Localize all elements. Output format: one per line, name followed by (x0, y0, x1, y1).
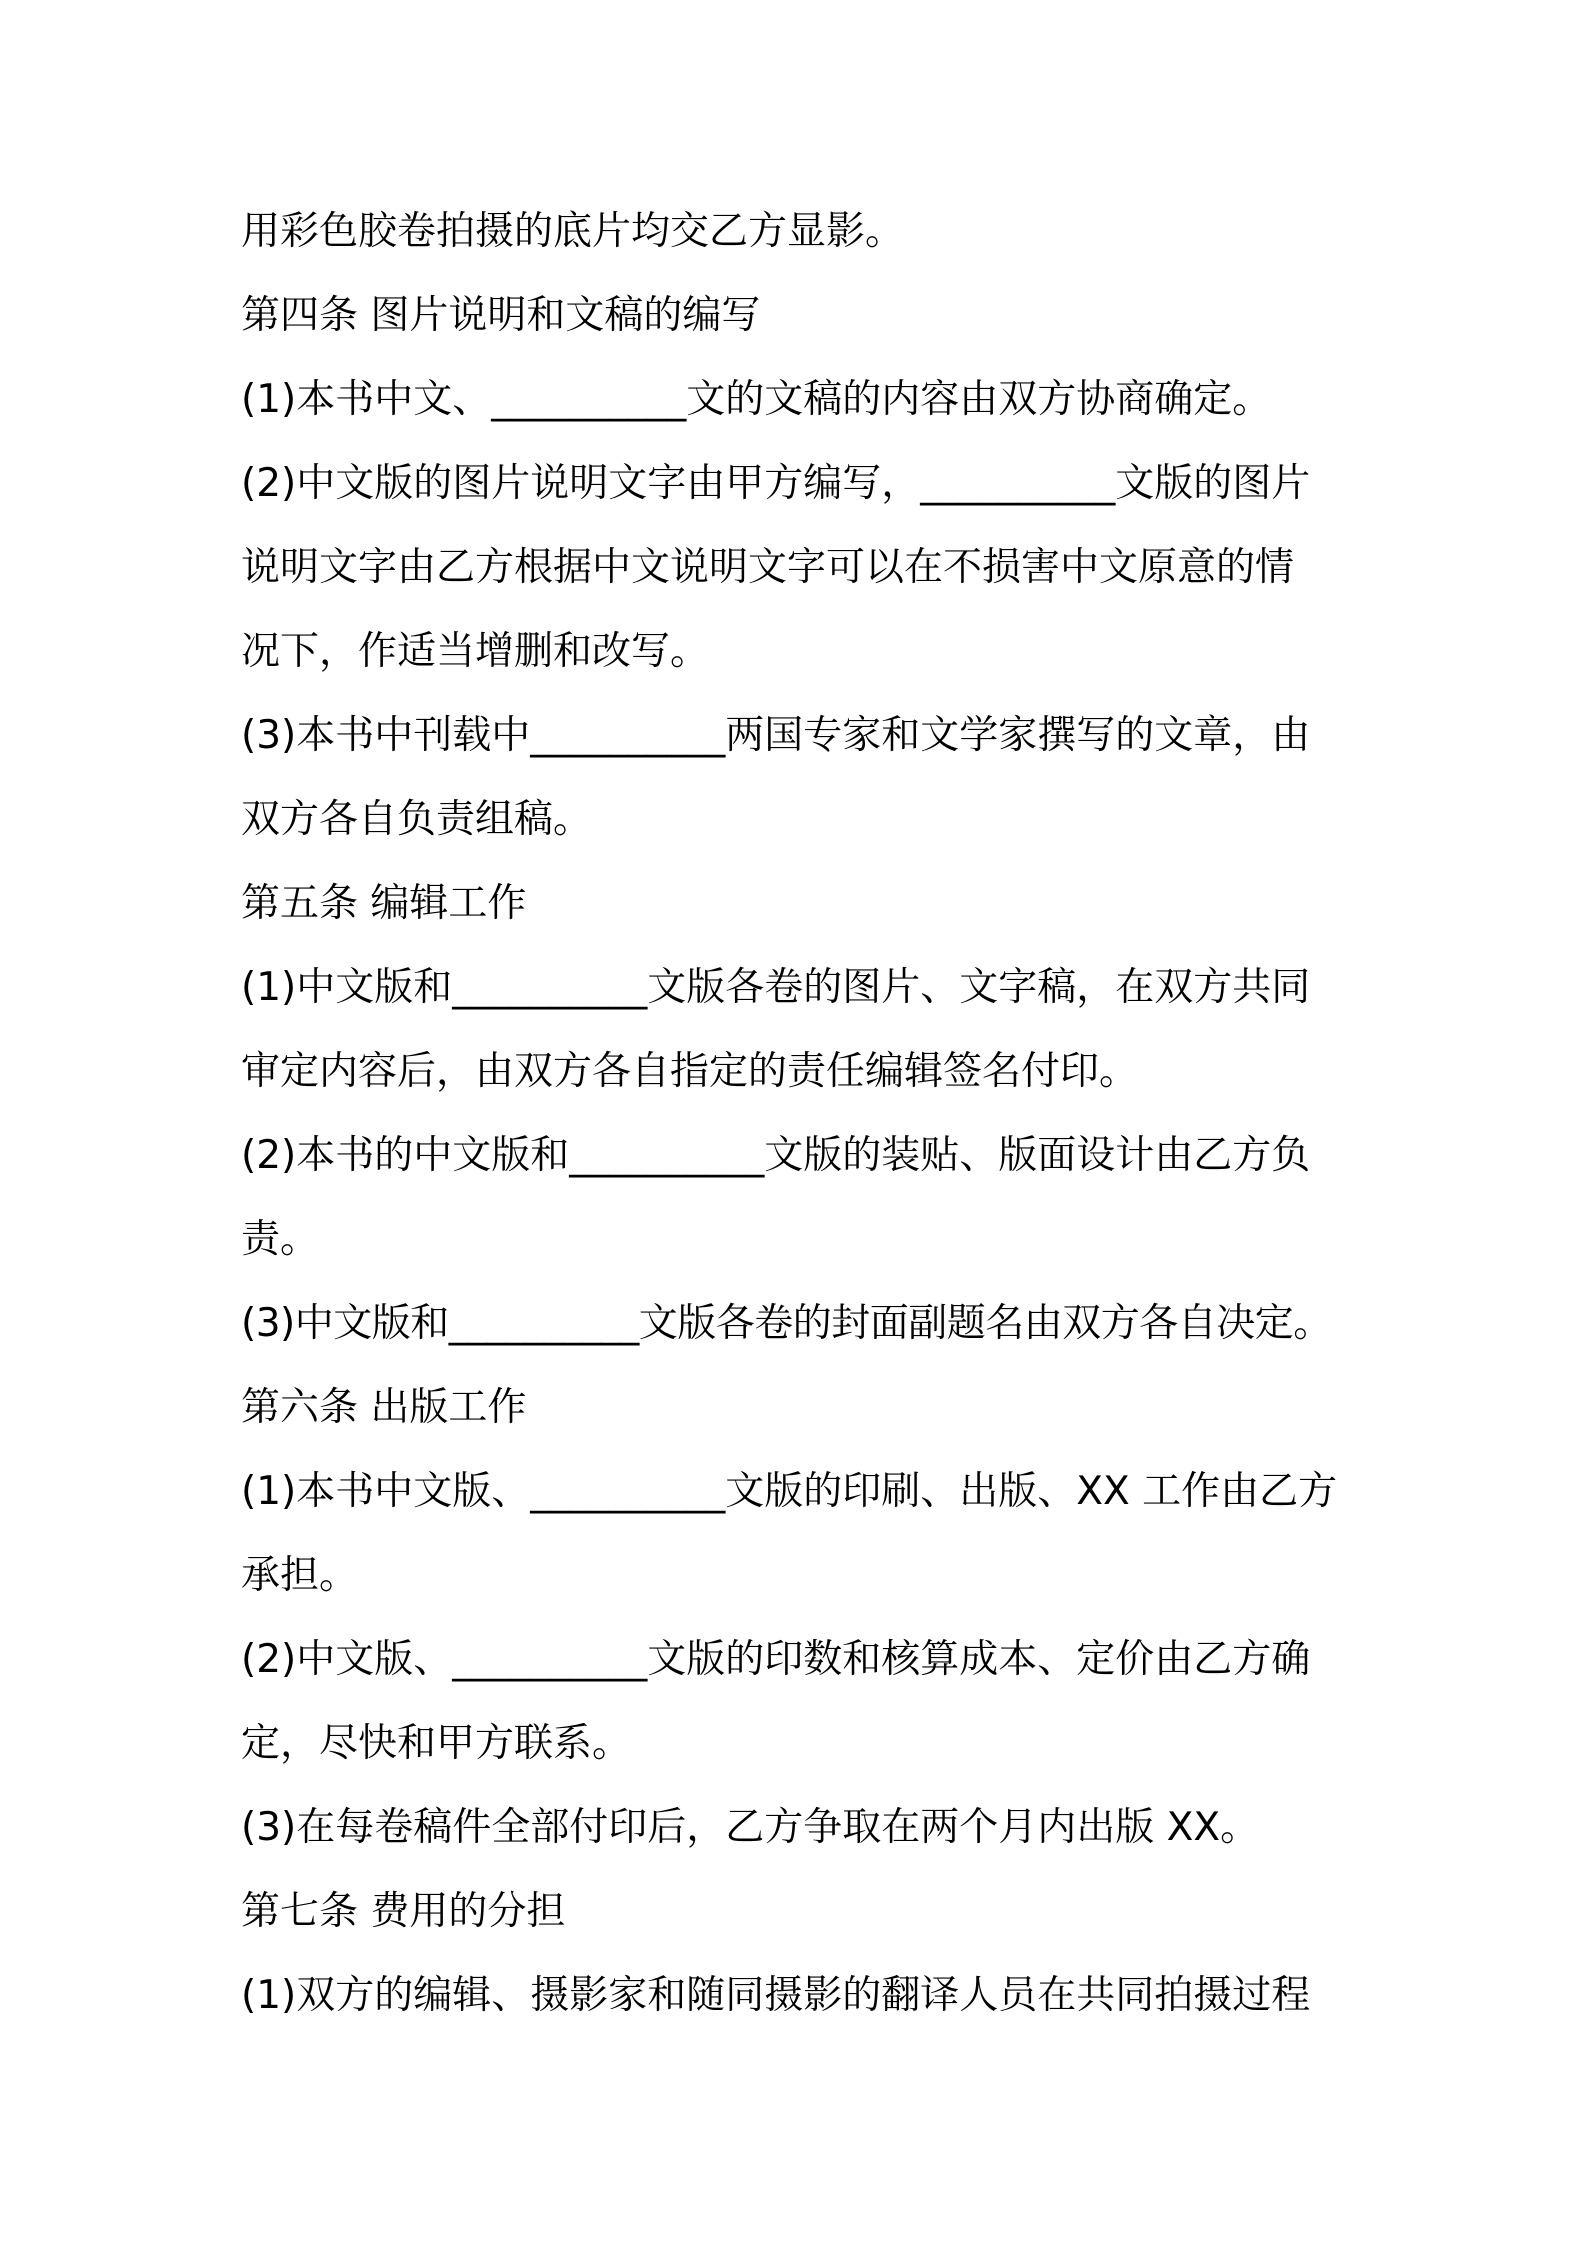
text-line: 双方各自负责组稿。 (241, 797, 593, 842)
text-line: (3)中文版和__________文版各卷的封面副题名由双方各自决定。 (241, 1301, 1332, 1346)
text-line: 况下，作适当增删和改写。 (241, 629, 710, 674)
text-line: 说明文字由乙方根据中文说明文字可以在不损害中文原意的情 (241, 545, 1295, 590)
section-heading-article-6: 第六条 出版工作 (241, 1385, 527, 1430)
text-line: (1)本书中文、__________文的文稿的内容由双方协商确定。 (241, 377, 1272, 422)
text-line: (2)中文版的图片说明文字由甲方编写，__________文版的图片 (241, 461, 1311, 506)
text-line: 用彩色胶卷拍摄的底片均交乙方显影。 (241, 209, 905, 254)
text-line: (1)本书中文版、__________文版的印刷、出版、XX 工作由乙方 (241, 1469, 1338, 1514)
text-line: (2)中文版、__________文版的印数和核算成本、定价由乙方确 (241, 1637, 1311, 1682)
text-line: 定，尽快和甲方联系。 (241, 1721, 632, 1766)
text-line: 责。 (241, 1217, 320, 1262)
section-heading-article-4: 第四条 图片说明和文稿的编写 (241, 293, 761, 338)
document-body (241, 197, 1371, 2045)
text-line: 承担。 (241, 1553, 359, 1598)
text-line: (1)双方的编辑、摄影家和随同摄影的翻译人员在共同拍摄过程 (241, 1973, 1311, 2018)
text-line: (1)中文版和__________文版各卷的图片、文字稿，在双方共同 (241, 965, 1311, 1010)
text-line: 审定内容后，由双方各自指定的责任编辑签名付印。 (241, 1049, 1139, 1094)
section-heading-article-5: 第五条 编辑工作 (241, 881, 527, 926)
text-line: (3)在每卷稿件全部付印后，乙方争取在两个月内出版 XX。 (241, 1805, 1260, 1850)
section-heading-article-7: 第七条 费用的分担 (241, 1889, 566, 1934)
text-line: (3)本书中刊载中__________两国专家和文学家撰写的文章，由 (241, 713, 1311, 758)
text-line: (2)本书的中文版和__________文版的装贴、版面设计由乙方负 (241, 1133, 1311, 1178)
